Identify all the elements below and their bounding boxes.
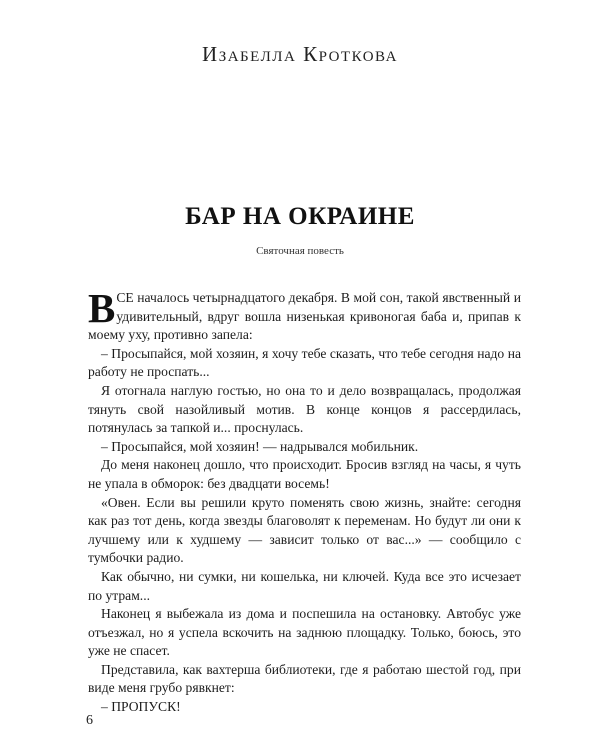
paragraph-4: – Просыпайся, мой хозяин! — надрывался мобильник. — [101, 438, 419, 454]
chapter-title: БАР НА ОКРАИНЕ — [185, 203, 415, 230]
paragraph-8: Наконец я выбежала из дома и поспешила на остановку. Автобус уже отъезжал, но я успела вскочить на заднюю площадку. Только, боюсь, это уже не спасет. — [88, 606, 521, 659]
drop-cap: В — [88, 285, 116, 331]
body-text — [88, 285, 521, 717]
paragraph-1-text: СЕ началось четырнадцатого декабря. В мой сон, такой явственный и удивительный, вдруг вошла низенькая кривоногая баба и, припав к моему уху, противно запела: — [88, 290, 521, 343]
page-number: 6 — [86, 713, 93, 728]
paragraph-5: До меня наконец дошло, что происходит. Бросив взгляд на часы, я чуть не упала в обморок: без двадцати восемь! — [88, 457, 521, 491]
paragraph-9: Представила, как вахтерша библиотеки, где я работаю шестой год, при виде меня грубо рявкнет: — [88, 661, 521, 696]
paragraph-2: – Просыпайся, мой хозяин, я хочу тебе сказать, что тебе сегодня надо на работу не проспать... — [88, 345, 521, 380]
chapter-subtitle: Святочная повесть — [256, 245, 344, 257]
paragraph-10: – ПРОПУСК! — [101, 699, 181, 715]
paragraph-7: Как обычно, ни сумки, ни кошелька, ни ключей. Куда все это исчезает по утрам... — [88, 568, 521, 603]
paragraph-6: «Овен. Если вы решили круто поменять свою жизнь, знайте: сегодня как раз тот день, когда звезды благоволят к переменам. Но будут ли они к лучшему или к худшему — зависит только от вас...» — сообщило с тумбочки радио. — [88, 494, 521, 566]
running-head-author: Изабелла Кроткова — [202, 42, 398, 66]
paragraph-3: Я отогнала наглую гостью, но она то и дело возвращалась, продолжая тянуть свой назойливый мотив. В конце концов я рассердилась, потянулась за тапкой и... проснулась. — [88, 382, 521, 436]
paragraph-1 — [88, 285, 521, 345]
